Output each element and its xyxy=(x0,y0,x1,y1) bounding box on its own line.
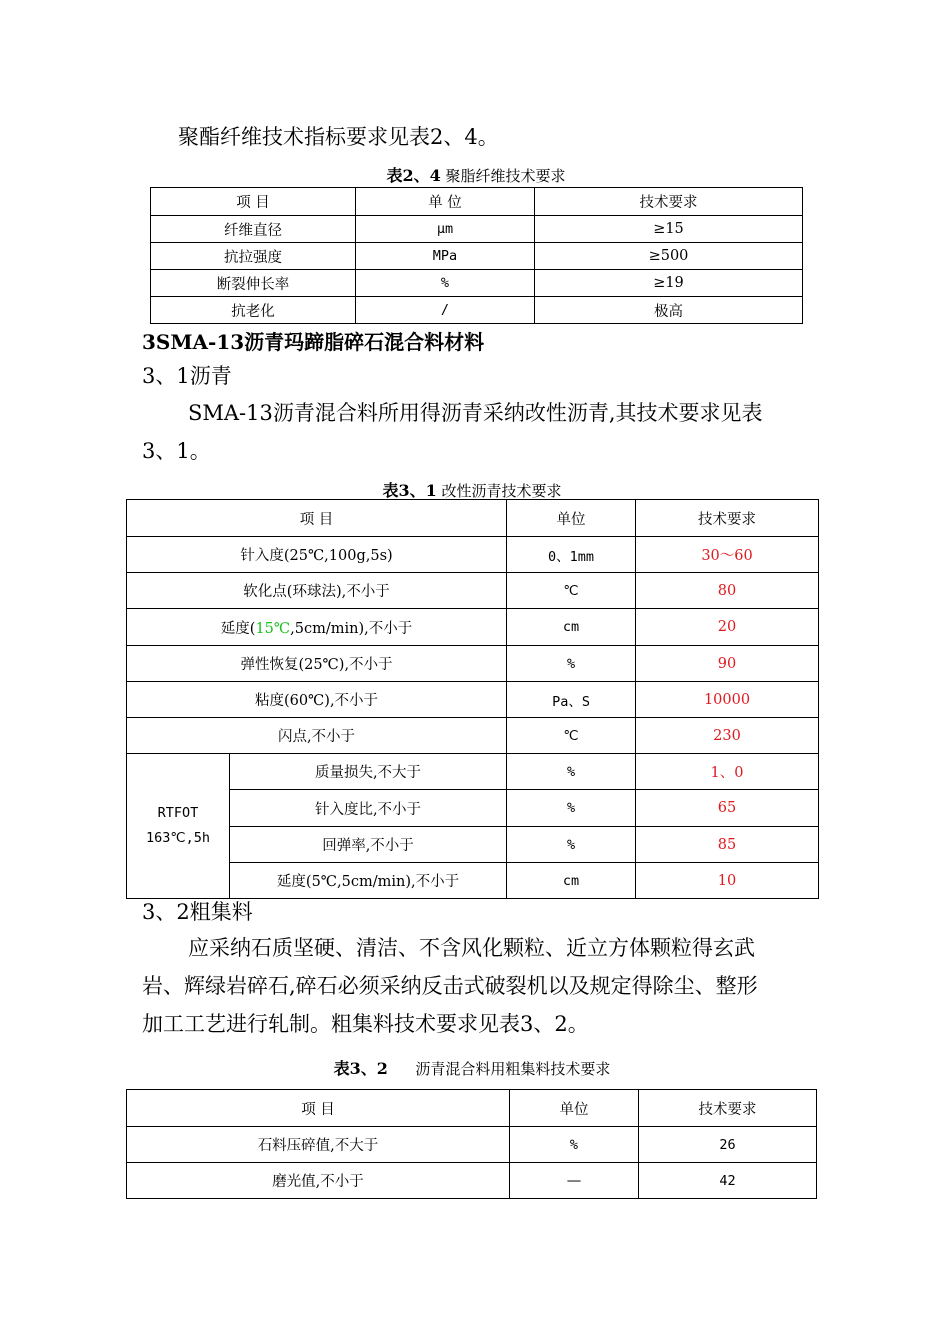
cell-unit: cm xyxy=(507,863,636,899)
cell-req: ≥500 xyxy=(535,243,803,270)
cell-item: 弹性恢复(25℃),不小于 xyxy=(127,646,507,682)
cell-item: 抗老化 xyxy=(151,297,356,324)
table-row xyxy=(127,790,819,827)
cell-unit: ℃ xyxy=(507,573,636,609)
table-2-4 xyxy=(150,187,803,324)
table-3-1 xyxy=(126,499,819,899)
cell-req: ≥19 xyxy=(535,270,803,297)
section-3-2-paragraph-line1: 应采纳石质坚硬、清洁、不含风化颗粒、近立方体颗粒得玄武 xyxy=(188,936,755,960)
table-row xyxy=(127,646,819,682)
caption-title: 改性沥青技术要求 xyxy=(441,482,562,500)
rtfot-label-line2: 163℃,5h xyxy=(146,830,210,846)
cell-req: 80 xyxy=(636,573,819,609)
cell-unit: — xyxy=(510,1163,639,1199)
rtfot-label-line1: RTFOT xyxy=(157,805,199,821)
table-row xyxy=(127,682,819,718)
cell-req: 90 xyxy=(636,646,819,682)
cell-req: 极高 xyxy=(535,297,803,324)
cell-req: ≥15 xyxy=(535,216,803,243)
cell-item: 针入度(25℃,100g,5s) xyxy=(127,537,507,573)
header-cell: 技术要求 xyxy=(535,188,803,216)
table-row xyxy=(127,1127,817,1163)
section-3-1-paragraph-line1: SMA-13沥青混合料所用得沥青采纳改性沥青,其技术要求见表 xyxy=(188,401,763,425)
section-3-heading: 3SMA-13沥青玛蹄脂碎石混合料材料 xyxy=(142,330,485,354)
table-row xyxy=(151,270,803,297)
caption-title: 聚脂纤维技术要求 xyxy=(445,167,566,185)
cell-unit: % xyxy=(507,646,636,682)
section-3-2-paragraph-line3: 加工工艺进行轧制。粗集料技术要求见表3、2。 xyxy=(142,1012,589,1036)
header-cell: 项 目 xyxy=(151,188,356,216)
table-row xyxy=(127,1163,817,1199)
cell-unit: 0、1mm xyxy=(507,537,636,573)
cell-req: 65 xyxy=(636,790,819,827)
cell-item: 质量损失,不大于 xyxy=(230,754,507,790)
header-cell: 技术要求 xyxy=(636,500,819,537)
cell-unit: % xyxy=(356,270,535,297)
section-3-1-title: 3、1沥青 xyxy=(142,364,232,388)
caption-number: 表2、4 xyxy=(386,166,441,185)
cell-req: 26 xyxy=(639,1127,817,1163)
table-row xyxy=(127,754,819,790)
cell-item xyxy=(127,609,507,646)
cell-req: 85 xyxy=(636,827,819,863)
header-cell: 项 目 xyxy=(127,1090,510,1127)
table-row xyxy=(127,537,819,573)
header-text: 项 目 xyxy=(299,511,334,528)
cell-item: 软化点(环球法),不小于 xyxy=(127,573,507,609)
cell-req: 230 xyxy=(636,718,819,754)
cell-req: 20 xyxy=(636,609,819,646)
cell-item: 抗拉强度 xyxy=(151,243,356,270)
item-text-highlight: 15℃ xyxy=(255,620,291,637)
header-cell xyxy=(127,500,507,537)
table-header-row xyxy=(127,500,819,537)
table-row xyxy=(151,216,803,243)
cell-unit: Pa、S xyxy=(507,682,636,718)
cell-item: 纤维直径 xyxy=(151,216,356,243)
table-row xyxy=(127,573,819,609)
item-text-post: ,5cm/min),不小于 xyxy=(290,620,413,637)
cell-item: 闪点,不小于 xyxy=(127,718,507,754)
table-row xyxy=(151,243,803,270)
cell-item: 针入度比,不小于 xyxy=(230,790,507,827)
caption-title: 沥青混合料用粗集料技术要求 xyxy=(415,1060,611,1078)
table-row xyxy=(151,297,803,324)
cell-unit: MPa xyxy=(356,243,535,270)
cell-unit: % xyxy=(507,754,636,790)
header-cell: 单位 xyxy=(510,1090,639,1127)
table-3-1-caption xyxy=(126,478,818,501)
cell-item: 延度(5℃,5cm/min),不小于 xyxy=(230,863,507,899)
item-text-pre: 延度( xyxy=(220,620,256,637)
cell-req: 1、0 xyxy=(636,754,819,790)
table-row xyxy=(127,718,819,754)
table-3-2-caption xyxy=(126,1056,818,1079)
table-header-row xyxy=(127,1090,817,1127)
rtfot-label-cell xyxy=(127,754,230,899)
table-header-row xyxy=(151,188,803,216)
header-cell: 技术要求 xyxy=(639,1090,817,1127)
cell-req: 10000 xyxy=(636,682,819,718)
cell-item: 回弹率,不小于 xyxy=(230,827,507,863)
header-cell: 单 位 xyxy=(356,188,535,216)
cell-unit: ℃ xyxy=(507,718,636,754)
cell-unit: % xyxy=(507,827,636,863)
table-row xyxy=(127,609,819,646)
intro-paragraph: 聚酯纤维技术指标要求见表2、4。 xyxy=(178,125,499,149)
table-2-4-caption xyxy=(150,163,802,186)
caption-number: 表3、1 xyxy=(382,481,437,500)
cell-req: 30～60 xyxy=(636,537,819,573)
cell-item: 石料压碎值,不大于 xyxy=(127,1127,510,1163)
section-3-2-title: 3、2粗集料 xyxy=(142,900,253,924)
cell-item: 粘度(60℃),不小于 xyxy=(127,682,507,718)
cell-req: 42 xyxy=(639,1163,817,1199)
header-cell: 单位 xyxy=(507,500,636,537)
table-row xyxy=(127,827,819,863)
section-3-1-paragraph-line2: 3、1。 xyxy=(142,439,211,463)
cell-item: 断裂伸长率 xyxy=(151,270,356,297)
caption-number: 表3、2 xyxy=(333,1059,388,1078)
cell-req: 10 xyxy=(636,863,819,899)
cell-unit: cm xyxy=(507,609,636,646)
cell-unit: % xyxy=(510,1127,639,1163)
cell-item: 磨光值,不小于 xyxy=(127,1163,510,1199)
cell-unit: / xyxy=(356,297,535,324)
cell-unit: % xyxy=(507,790,636,827)
section-3-2-paragraph-line2: 岩、辉绿岩碎石,碎石必须采纳反击式破裂机以及规定得除尘、整形 xyxy=(142,974,758,998)
cell-unit: μm xyxy=(356,216,535,243)
table-3-2 xyxy=(126,1089,817,1199)
